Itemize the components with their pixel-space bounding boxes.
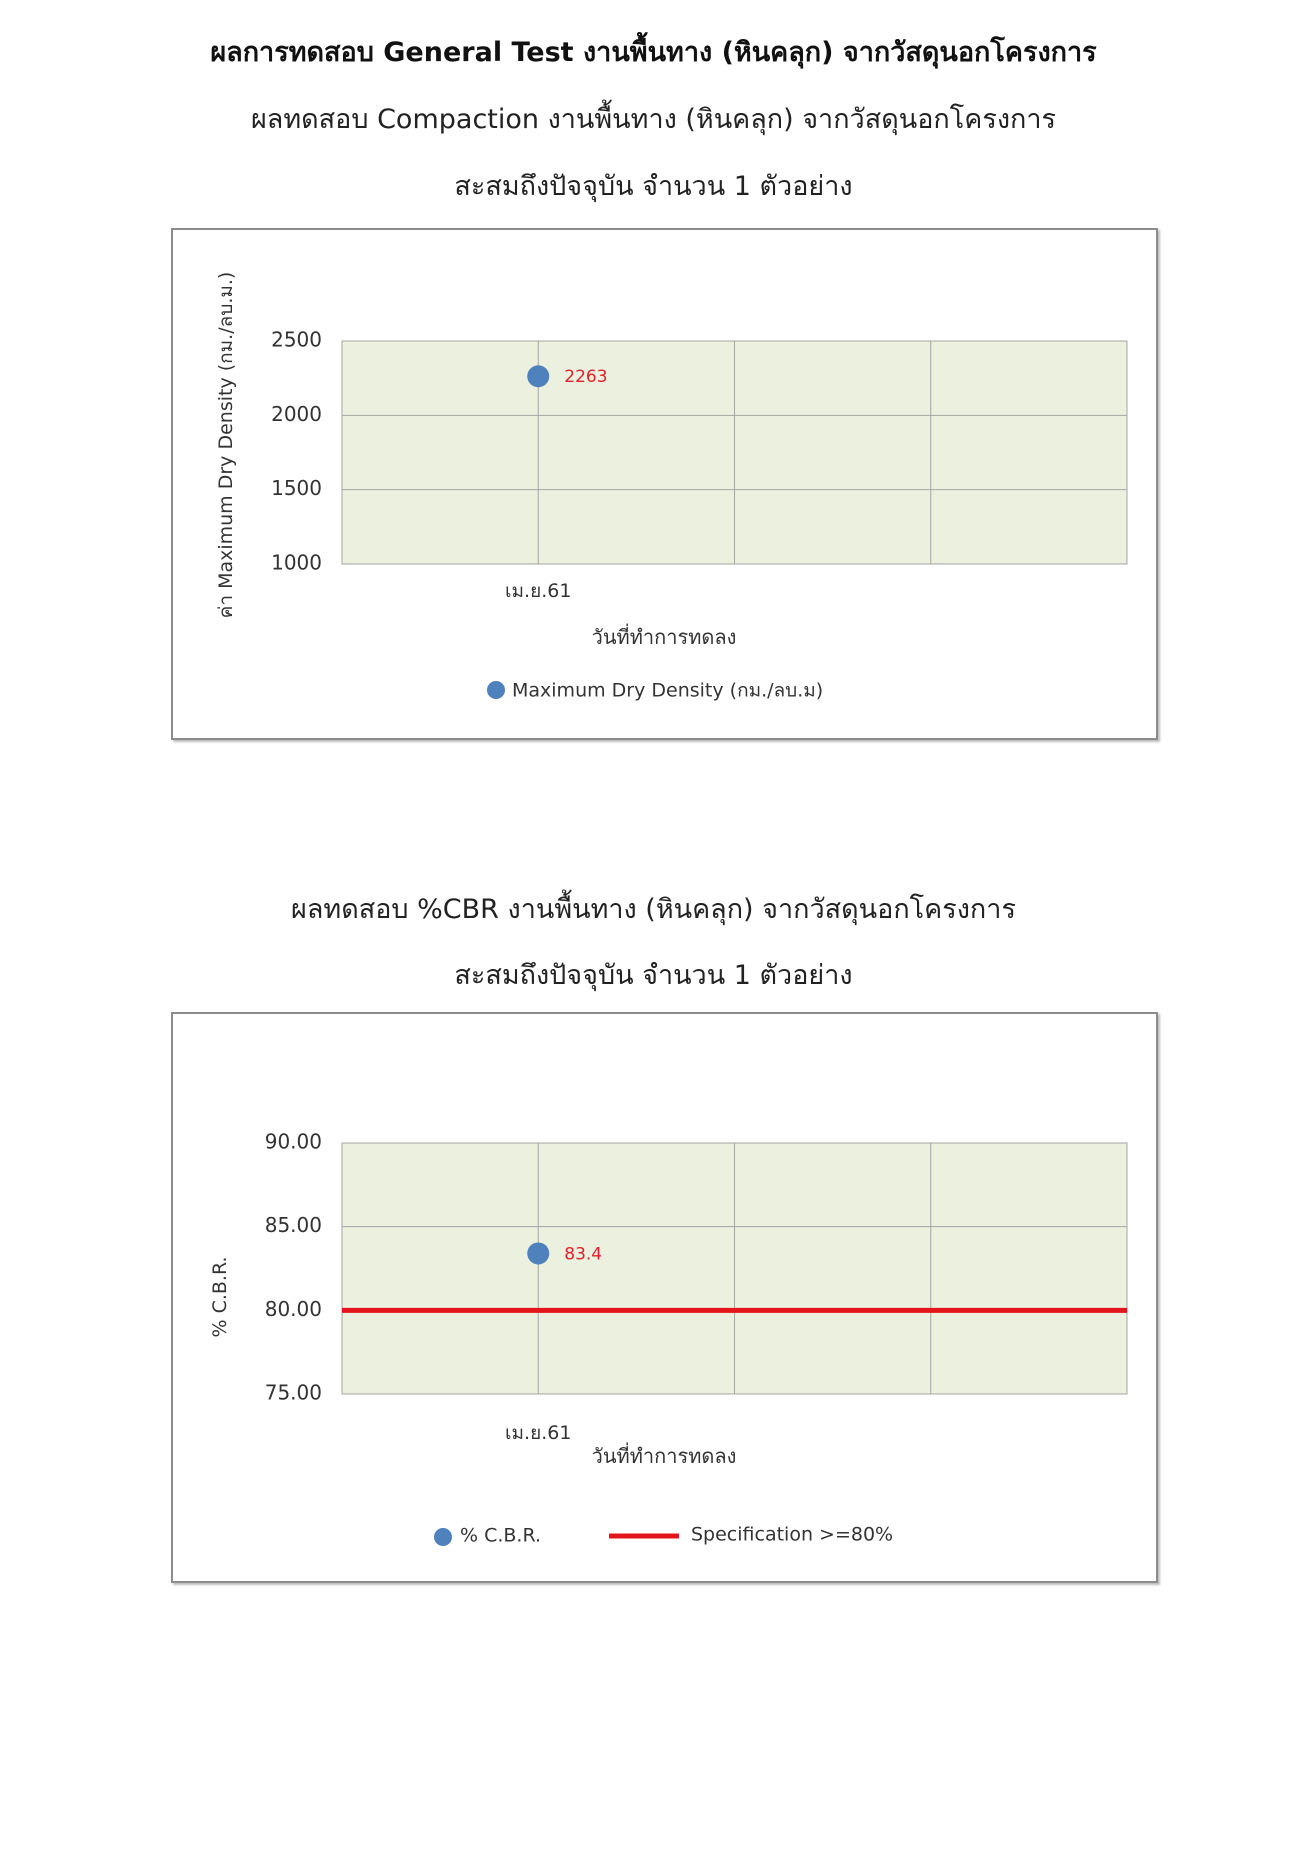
y-tick-label: 85.00 (264, 1213, 322, 1238)
y-tick-label: 80.00 (264, 1296, 322, 1321)
page-title: ผลการทดสอบ General Test งานพื้นทาง (หินคลุก) จากวัสดุนอกโครงการ (210, 37, 1097, 68)
cbr-chart (173, 1014, 1156, 1581)
legend-label-cbr: % C.B.R. (460, 1524, 542, 1547)
cbr-chart-subtitle: สะสมถึงปัจจุบัน จำนวน 1 ตัวอย่าง (454, 960, 853, 991)
y-axis-label: ค่า Maximum Dry Density (กม./ลบ.ม.) (215, 271, 237, 619)
y-tick-label: 1000 (271, 550, 322, 575)
x-axis-label: วันที่ทำการทดลง (591, 1444, 737, 1468)
cbr-chart-title: ผลทดสอบ %CBR งานพื้นทาง (หินคลุก) จากวัสดุนอกโครงการ (291, 894, 1016, 925)
y-tick-label: 75.00 (264, 1380, 322, 1405)
data-point (527, 1242, 549, 1264)
y-axis-label: % C.B.R. (209, 1256, 231, 1338)
legend (487, 680, 823, 702)
legend-marker-point (487, 681, 505, 699)
legend (434, 1524, 893, 1547)
compaction-chart-frame (171, 228, 1158, 740)
legend-label: Maximum Dry Density (กม./ลบ.ม) (512, 679, 824, 702)
data-point (527, 365, 549, 387)
data-label: 83.4 (564, 1244, 603, 1265)
compaction-chart-subtitle: สะสมถึงปัจจุบัน จำนวน 1 ตัวอย่าง (454, 171, 853, 202)
y-tick-label: 2500 (271, 327, 322, 352)
legend-marker-point (434, 1528, 452, 1546)
x-tick-label: เม.ย.61 (505, 580, 572, 602)
x-tick-label: เม.ย.61 (505, 1422, 572, 1444)
cbr-chart-frame (171, 1012, 1158, 1583)
y-tick-label: 1500 (271, 476, 322, 501)
y-tick-label: 2000 (271, 401, 322, 426)
compaction-chart (173, 230, 1156, 738)
data-label: 2263 (564, 367, 608, 388)
x-axis-label: วันที่ทำการทดลง (591, 625, 737, 649)
legend-label-spec: Specification >=80% (691, 1523, 894, 1546)
y-tick-label: 90.00 (264, 1129, 322, 1154)
compaction-chart-title: ผลทดสอบ Compaction งานพื้นทาง (หินคลุก) จากวัสดุนอกโครงการ (250, 104, 1057, 135)
